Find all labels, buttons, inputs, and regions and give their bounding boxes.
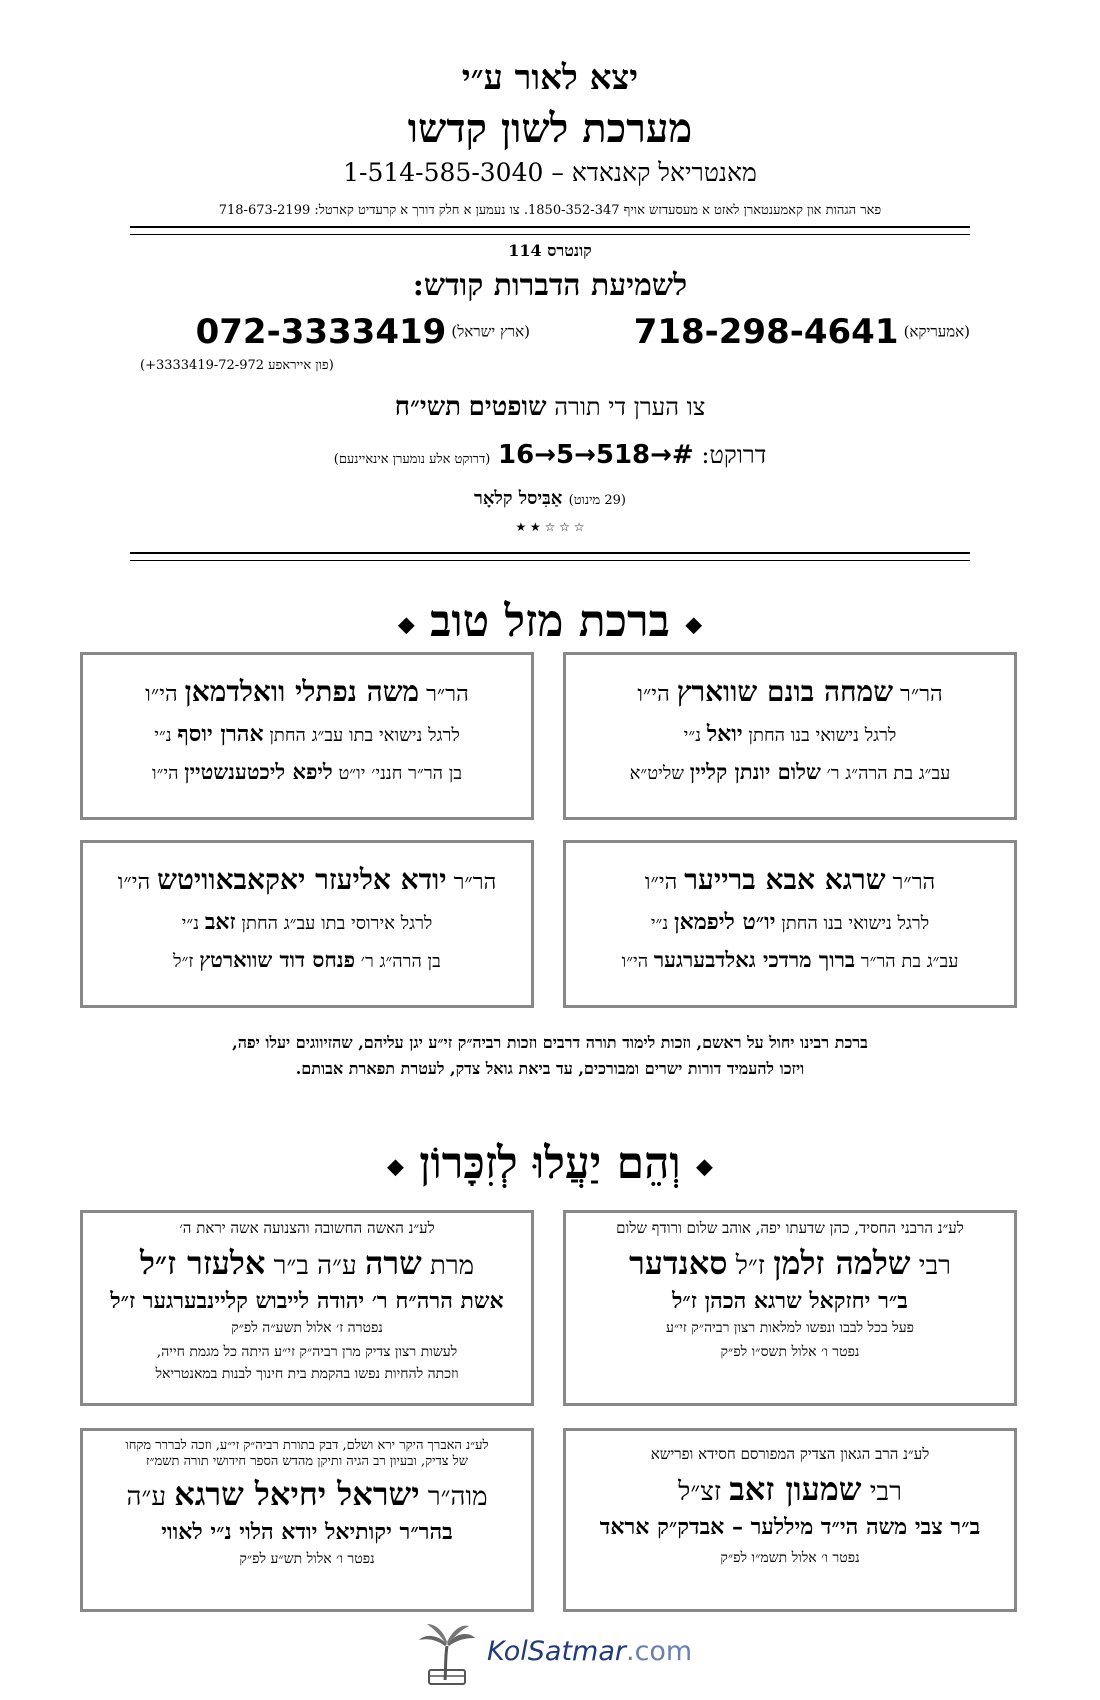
blessing-line: ויזכו להעמיד דורות ישרים ומבורכים, עד ביאת גואל צדק, לעטרת תפארת אבותם. <box>295 1059 805 1078</box>
box-text: הי״ו <box>151 763 179 784</box>
dial-sequence: 16→5→518→# <box>498 440 694 470</box>
memorial-box <box>563 1428 1017 1612</box>
memorial-parent: ב״ר יחזקאל שרגא הכהן ז״ל <box>672 1288 908 1314</box>
brand-name-text: KolSatmar <box>487 1636 626 1667</box>
box-text: הי״ו <box>637 682 670 707</box>
publisher-phone: 1-514-585-3040 <box>343 158 544 187</box>
memorial-parent: ב״ר צבי משה הי״ד מיללער – אבדק״ק אראד <box>599 1514 981 1540</box>
box-name: ברוך מרדכי גאלדבערגער <box>653 947 856 972</box>
memorial-title-text: וְהֵם יַעֲלוּ לְזִכָּרוֹן <box>419 1138 681 1189</box>
box-text: עב״ג בת הרה״ג ר׳ <box>826 763 951 784</box>
box-text: לרגל אירוסי בתו עב״ג החתן <box>241 913 433 934</box>
publisher-place: מאנטריאל קאנאדא – <box>551 158 757 187</box>
mazel-tov-box <box>80 652 534 820</box>
box-name: שרגא אבא ברייער <box>684 863 886 896</box>
blessing-line: ברכת רבינו יחול על ראשם, וזכות לימוד תורה דרבים וזכות רביה״ק זי״ע יגן עליהם, שהזיווגים יעלו יפה, <box>232 1033 868 1052</box>
dial-note: (דרוקט אלע נומערן אינאיינעם) <box>333 452 491 467</box>
blessing-text <box>100 1030 1000 1082</box>
memorial-title-word: רבי <box>869 1477 902 1507</box>
memorial-title-word: מרת <box>429 1251 475 1281</box>
box-text: שליט״א <box>629 763 685 784</box>
kuntres-number: קונטרס 114 <box>508 241 592 260</box>
phone-il-number: 072-3333419 <box>195 312 447 352</box>
rating-stars: ★ ★ ☆ ☆ ☆ <box>515 520 585 534</box>
shiur-time: (29 מינוט) <box>568 493 626 508</box>
box-name: שמחה בונם שווארץ <box>676 675 894 708</box>
box-text: הי״ו <box>621 951 649 972</box>
box-text: הר״ר <box>900 682 943 707</box>
palm-tree-icon <box>415 1618 479 1688</box>
bullet-icon: ◆ <box>397 611 415 638</box>
phone-us-label: (אמעריקא) <box>903 322 970 341</box>
memorial-name: שמעון זאב <box>729 1470 862 1508</box>
memorial-box <box>80 1210 534 1406</box>
comments-line: פאר הגהות און קאמענטארן לאזט א מעסעדזש אויף 1850-352-347. צו נעמען א חלק דורך א קרעדיט קארטל: 718-673-2199 <box>218 203 882 218</box>
box-text: בן הר״ר חנני׳ יו״ט <box>338 763 463 784</box>
memorial-date: נפטרה ז׳ אלול תשע״ה לפ״ק <box>231 1320 383 1336</box>
phone-intl: (פון אייראפע 3333419-72-972+) <box>140 358 334 373</box>
memorial-name: ישראל יחיאל שרגא <box>174 1475 420 1513</box>
box-text: נ״י <box>154 725 172 746</box>
bullet-icon: ◆ <box>685 611 703 638</box>
mazel-tov-title-text: ברכת מזל טוב <box>430 596 670 647</box>
dial-label: דרוקט: <box>701 441 767 469</box>
memorial-title-word: מוה״ר <box>427 1482 488 1512</box>
memorial-suffix: ז״ל <box>735 1251 766 1281</box>
mazel-tov-title <box>0 596 1100 647</box>
box-name: זאב <box>204 909 236 935</box>
memorial-note: לעשות רצון צדיק מרן רביה״ק זי״ע היתה כל מגמת חייה, <box>156 1344 458 1360</box>
box-name: יואל <box>706 721 743 747</box>
parsha-prefix: צו הערן די תורה <box>554 393 706 421</box>
box-text: לרגל נישואי בנו החתן <box>781 913 930 934</box>
memorial-suffix: ע״ה <box>126 1482 167 1512</box>
box-text: הי״ו <box>644 870 678 895</box>
memorial-title-word: רבי <box>918 1251 951 1281</box>
publisher-name: מערכת לשון קדשו <box>407 105 693 152</box>
phone-il-label: (ארץ ישראל) <box>451 322 530 341</box>
box-text: נ״י <box>181 913 200 934</box>
phone-il <box>140 312 530 352</box>
memorial-name: שלמה זלמן <box>773 1244 911 1282</box>
memorial-note: וזכתה להחיות נפשו בהקמת בית חינוך לבנות במאנטריאל <box>155 1366 459 1382</box>
box-text: הר״ר <box>892 870 936 895</box>
memorial-intro: של צדיק, ובעיון רב הגיה ותיקן מהדש הספר חידושי תורה תשמ״ז <box>146 1454 468 1469</box>
box-text: הי״ו <box>145 682 178 707</box>
memorial-box <box>80 1428 534 1612</box>
box-name: יודא אליעזר יאקאבאוויטש <box>157 863 447 896</box>
box-text: הר״ר <box>453 870 497 895</box>
box-name: שלום יונתן קליין <box>689 759 821 784</box>
memorial-suffix: ע״ה ב״ר <box>273 1251 357 1281</box>
box-text: הי״ו <box>117 870 151 895</box>
shiur-name: אַבִּיסל קלאָר <box>474 488 563 509</box>
memorial-date: נפטר ו׳ אלול תשס״ו לפ״ק <box>720 1344 860 1360</box>
box-text: הר״ר <box>426 682 469 707</box>
hotline-divider <box>130 552 970 561</box>
box-text: נ״י <box>683 725 702 746</box>
memorial-title <box>0 1138 1100 1189</box>
publisher-line: יצא לאור ע״י <box>461 58 639 98</box>
dial-line <box>0 440 1100 470</box>
publisher-contact <box>0 158 1100 188</box>
memorial-note: פעל בכל לבבו ונפשו למלאות רצון רביה״ק זי״ע <box>666 1320 914 1336</box>
parsha-line <box>0 392 1100 422</box>
brand-suffix: .com <box>625 1636 693 1667</box>
box-text: נ״י <box>650 913 669 934</box>
box-text: עב״ג בת הר״ר <box>860 951 959 972</box>
box-name: יו״ט ליפמאן <box>673 909 776 935</box>
memorial-intro: לע״נ הרבני החסיד, כהן שדעתו יפה, אוהב שלום ורודף שלום <box>616 1219 964 1237</box>
box-name: משה נפתלי וואלדמאן <box>184 675 420 708</box>
parsha-year: תשי״ח <box>394 392 461 422</box>
mazel-tov-box <box>80 840 534 1008</box>
box-text: בן הרה״ג ר׳ <box>360 951 441 972</box>
phone-us-number: 718-298-4641 <box>633 312 899 352</box>
memorial-intro: לע״נ האשה החשובה והצנועה אשה יראת ה׳ <box>179 1219 435 1237</box>
mazel-tov-box <box>563 840 1017 1008</box>
memorial-surname: סאנדער <box>629 1244 728 1282</box>
memorial-intro: לע״נ האברך היקר ירא ושלם, דבק בתורת רביה״ק זי״ע, וזכה לבררר מקחו <box>125 1438 489 1453</box>
memorial-date: נפטר ו׳ אלול תש״ע לפ״ק <box>239 1551 375 1567</box>
bullet-icon: ◆ <box>696 1153 713 1180</box>
memorial-box <box>563 1210 1017 1406</box>
memorial-suffix: זצ״ל <box>678 1477 722 1507</box>
parsha-name: שופטים <box>468 392 547 422</box>
hotline-title: לשמיעת הדברות קודש: <box>412 268 688 303</box>
box-name: פנחס דוד שווארטץ <box>199 947 356 972</box>
shiur-line <box>0 488 1100 509</box>
kolsatmar-logo <box>415 1618 715 1688</box>
bullet-icon: ◆ <box>387 1153 404 1180</box>
memorial-name: שרה <box>364 1244 422 1282</box>
box-text: ז״ל <box>173 951 194 972</box>
box-text: לרגל נישואי בנו החתן <box>748 725 897 746</box>
box-text: לרגל נישואי בתו עב״ג החתן <box>269 725 460 746</box>
mazel-tov-box <box>563 652 1017 820</box>
box-name: אהרן יוסף <box>177 721 264 747</box>
memorial-parent: בהר״ר יקותיאל יודא הלוי נ״י לאווי <box>161 1519 453 1545</box>
box-name: ליפא ליכטענשטיין <box>184 759 333 784</box>
phone-us <box>600 312 970 352</box>
memorial-parent: אשת הרה״ח ר׳ יהודה לייבוש קליינבערגער ז״ל <box>110 1288 504 1314</box>
brand-name <box>487 1636 692 1667</box>
memorial-intro: לע״נ הרב הגאון הצדיק המפורסם חסידא ופרישא <box>650 1445 930 1463</box>
header-divider <box>130 226 970 235</box>
memorial-surname: אלעזר ז״ל <box>139 1244 266 1282</box>
memorial-date: נפטר ו׳ אלול תשמ״ו לפ״ק <box>720 1550 860 1566</box>
